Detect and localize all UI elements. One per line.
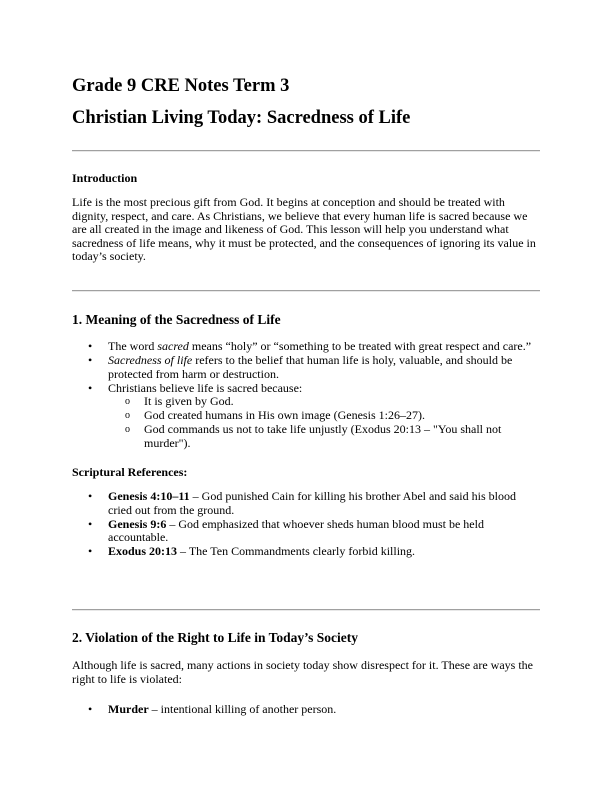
list-item: o God created humans in His own image (Genesis 1:26–27). [125, 408, 425, 422]
bullet-icon: • [88, 702, 93, 716]
circle-bullet-icon: o [125, 410, 130, 421]
list-item: • Sacredness of life refers to the belief that human life is holy, valuable, and should be protected from harm or destruction. [88, 353, 513, 381]
bullet-icon: • [88, 516, 93, 531]
document-title: Grade 9 CRE Notes Term 3 [72, 76, 290, 96]
list-item: • Genesis 4:10–11 – God punished Cain for killing his brother Abel and said his blood cried out from the ground. [88, 489, 516, 517]
circle-bullet-icon: o [125, 396, 130, 407]
meaning-list [72, 340, 540, 451]
reasons-list [108, 395, 540, 450]
bullet-icon: • [88, 544, 93, 558]
document-subtitle: Christian Living Today: Sacredness of Life [72, 108, 411, 128]
list-item: o It is given by God. [125, 394, 234, 408]
bullet-icon: • [88, 339, 93, 353]
divider [72, 609, 540, 611]
circle-bullet-icon: o [125, 424, 130, 435]
references-list [72, 490, 540, 559]
list-item: • Genesis 9:6 – God emphasized that whoever sheds human blood must be held accountable. [88, 516, 484, 544]
list-item: o God commands us not to take life unjustly (Exodus 20:13 – "You shall not murder"). [125, 422, 502, 450]
list-item: • Christians believe life is sacred because: o It is given by God. o God created humans in His own image (Genesis 1:26–27). o God commands us not to take life unjustly (Exodus 20:13 – "You shall not murder"). [72, 382, 540, 451]
divider [72, 290, 540, 292]
bullet-icon: • [88, 489, 93, 503]
scripture-heading: Scriptural References: [72, 465, 188, 479]
divider [72, 150, 540, 152]
section2-heading: 2. Violation of the Right to Life in Today’s Society [72, 630, 359, 645]
introduction-text: Life is the most precious gift from God. It begins at conception and should be treated with dignity, respect, and care. As Christians, we believe that every human life is sacred because we are all created in the image and likeness of God. This lesson will help you understand what sacredness of life means, why it must be protected, and the consequences of ignoring its value in today’s society. [72, 195, 536, 263]
bullet-icon: • [88, 380, 93, 395]
bullet-icon: • [88, 353, 93, 367]
violations-list [72, 703, 540, 717]
section2-intro: Although life is sacred, many actions in society today show disrespect for it. These are ways the right to life is violated: [72, 658, 533, 686]
section1-heading: 1. Meaning of the Sacredness of Life [72, 312, 281, 327]
list-item: • Exodus 20:13 – The Ten Commandments clearly forbid killing. [88, 544, 416, 558]
introduction-heading: Introduction [72, 171, 138, 185]
list-item: • Murder – intentional killing of another person. [88, 702, 337, 716]
list-item: • The word sacred means “holy” or “something to be treated with great respect and care.” [88, 339, 532, 353]
